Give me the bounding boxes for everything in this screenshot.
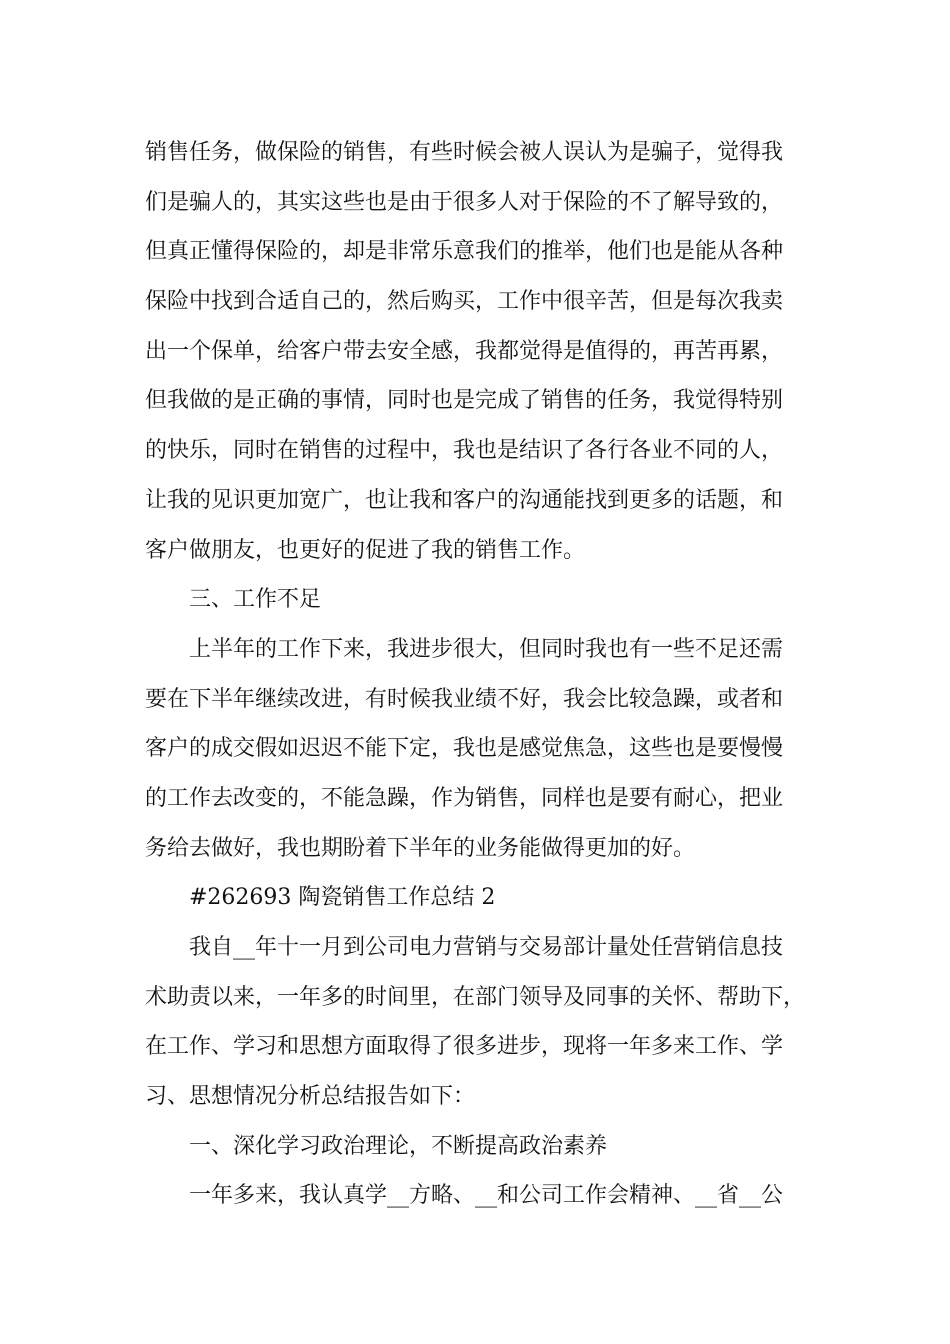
body-line: 的工作去改变的，不能急躁，作为销售，同样也是要有耐心，把业: [145, 785, 784, 811]
body-line: 出一个保单，给客户带去安全感，我都觉得是值得的，再苦再累，: [145, 338, 784, 364]
body-line: 务给去做好，我也期盼着下半年的业务能做得更加的好。: [145, 835, 696, 861]
section-heading: 三、工作不足: [189, 587, 322, 613]
body-line: 销售任务，做保险的销售，有些时候会被人误认为是骗子，觉得我: [145, 140, 784, 165]
document-body: [145, 128, 810, 1221]
body-line: 但我做的是正确的事情，同时也是完成了销售的任务，我觉得特别: [145, 388, 784, 414]
article-title: #262693 陶瓷销售工作总结 2: [189, 885, 496, 911]
body-line: 在工作、学习和思想方面取得了很多进步，现将一年多来工作、学: [145, 1034, 784, 1060]
body-line: 习、思想情况分析总结报告如下：: [145, 1084, 476, 1110]
body-line: 让我的见识更加宽广，也让我和客户的沟通能找到更多的话题，和: [145, 487, 784, 513]
body-line: 但真正懂得保险的，却是非常乐意我们的推举，他们也是能从各种: [145, 239, 784, 265]
body-line: 客户的成交假如迟迟不能下定，我也是感觉焦急，这些也是要慢慢: [145, 736, 784, 762]
body-line: 的快乐，同时在销售的过程中，我也是结识了各行各业不同的人，: [145, 438, 784, 464]
body-line: 术助责以来，一年多的时间里，在部门领导及同事的关怀、帮助下，: [145, 984, 806, 1010]
body-line: 保险中找到合适自己的，然后购买，工作中很辛苦，但是每次我卖: [145, 289, 784, 315]
paragraph-first-line: 上半年的工作下来，我进步很大，但同时我也有一些不足还需: [189, 636, 784, 662]
body-line: 们是骗人的，其实这些也是由于很多人对于保险的不了解导致的，: [145, 189, 784, 215]
body-line: 要在下半年继续改进，有时候我业绩不好，我会比较急躁，或者和: [145, 686, 784, 712]
paragraph-first-line: 一年多来，我认真学__方略、__和公司工作会精神、__省__公: [189, 1183, 784, 1209]
section-heading: 一、深化学习政治理论，不断提高政治素养: [189, 1133, 608, 1159]
body-line: 客户做朋友，也更好的促进了我的销售工作。: [145, 537, 586, 563]
paragraph-first-line: 我自__年十一月到公司电力营销与交易部计量处任营销信息技: [189, 935, 784, 960]
